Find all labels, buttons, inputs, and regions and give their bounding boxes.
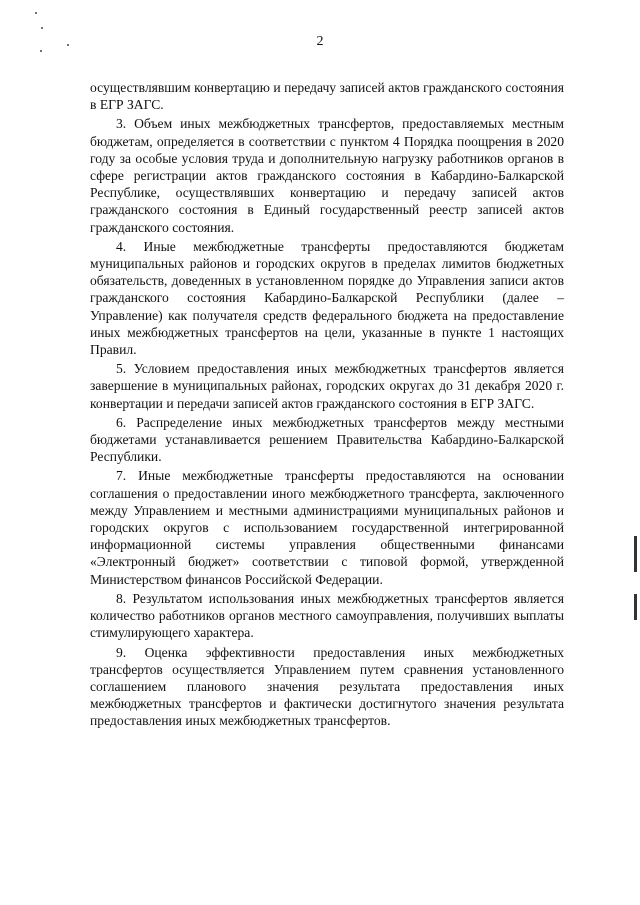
paragraph-continuation: осуществлявшим конвертацию и передачу записей актов гражданского состояния в ЕГР ЗАГС.: [90, 80, 564, 113]
paragraph-item-3: 3. Объем иных межбюджетных трансфертов, предоставляемых местным бюджетам, определяется в соответствии с пунктом 4 Порядка поощрения в 2020 году за особые условия труда и дополнительную нагрузку работников органов в сфере регистрации актов гражданского состояния в Кабардино-Балкарской Республике, осуществлявших конвертацию и передачу записей актов гражданского состояния в Единый государственный реестр записей актов гражданского состояния.: [90, 116, 564, 235]
scan-speck: [35, 12, 37, 14]
paragraph-item-5: 5. Условием предоставления иных межбюджетных трансфертов является завершение в муниципальных районах, городских округах до 31 декабря 2020 г. конвертации и передачи записей актов гражданского состояния в ЕГР ЗАГС.: [90, 361, 564, 411]
scan-speck: [41, 27, 43, 29]
scan-speck: [40, 50, 42, 52]
paragraph-item-4: 4. Иные межбюджетные трансферты предоставляются бюджетам муниципальных районов и городских округов в пределах лимитов бюджетных обязательств, доведенных в установленном порядке до Управления записи актов гражданского состояния Кабардино-Балкарской Республики (далее – Управление) как получателя средств федерального бюджета на предоставление иных межбюджетных трансфертов на цели, указанные в пункте 1 настоящих Правил.: [90, 238, 564, 358]
page-number: 2: [316, 34, 324, 49]
paragraph-item-9: 9. Оценка эффективности предоставления иных межбюджетных трансфертов осуществляется Управлением путем сравнения установленного соглашением планового значения результата предоставления иных межбюджетных трансфертов и фактически достигнутого значения результата предоставления иных межбюджетных трансфертов.: [90, 644, 564, 729]
document-body: [90, 79, 564, 732]
paragraph-item-7: 7. Иные межбюджетные трансферты предоставляются на основании соглашения о предоставлении иного межбюджетного трансферта, заключенного между Управлением и местными администрациями муниципальных районов и городских округов с использованием государственной интегрированной информационной системы управления общественными финансами «Электронный бюджет» соответствии с типовой формой, утвержденной Министерством финансов Российской Федерации.: [90, 468, 564, 587]
paragraph-item-6: 6. Распределение иных межбюджетных трансфертов между местными бюджетами устанавливается решением Правительства Кабардино-Балкарской Республики.: [90, 414, 564, 465]
paragraph-item-8: 8. Результатом использования иных межбюджетных трансфертов является количество работников органов местного самоуправления, получивших выплаты стимулирующего характера.: [90, 590, 564, 641]
scan-edge-mark: [634, 594, 637, 620]
scan-edge-mark: [634, 536, 637, 572]
